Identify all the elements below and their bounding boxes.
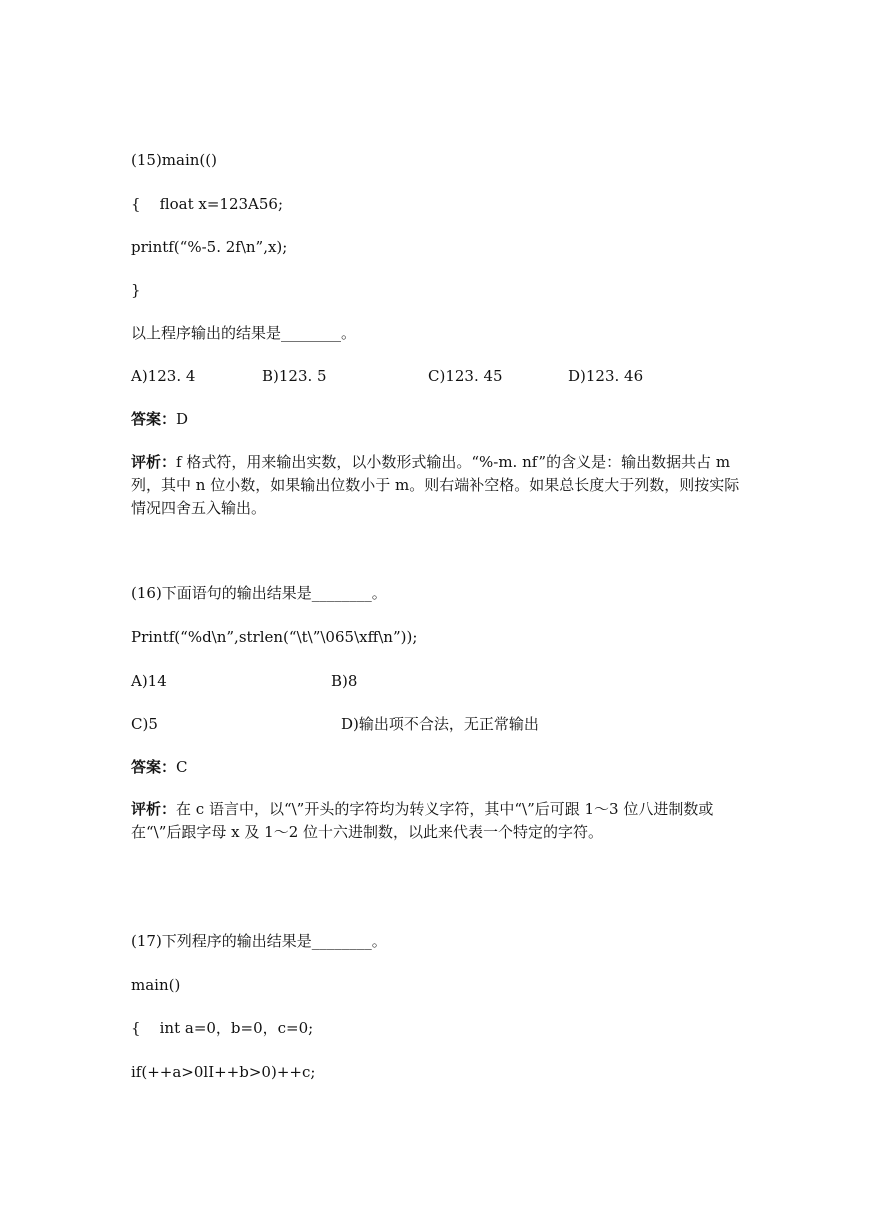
answer-value: C xyxy=(176,758,188,776)
answer-label: 答案： xyxy=(131,410,177,428)
q15-code-line: (15)main(() xyxy=(131,151,217,169)
q17-code-line: if(++a>0lI++b>0)++c; xyxy=(131,1063,316,1081)
analysis-label: 评析： xyxy=(131,453,177,471)
q16-option-d: D)输出项不合法，无正常输出 xyxy=(341,715,539,733)
q15-option-c: C)123. 45 xyxy=(428,367,503,385)
answer-label: 答案： xyxy=(131,758,177,776)
q17-stem: (17)下列程序的输出结果是________。 xyxy=(131,932,387,950)
q15-option-a: A)123. 4 xyxy=(131,367,196,385)
q17-code-line: main() xyxy=(131,976,181,994)
q16-stem: (16)下面语句的输出结果是________。 xyxy=(131,584,387,602)
q17-code-line: { int a=0，b=0，c=0; xyxy=(131,1019,314,1037)
q16-option-b: B)8 xyxy=(331,672,358,690)
answer-value: D xyxy=(176,410,189,428)
analysis-text: f 格式符，用来输出实数，以小数形式输出。“%-m. nf”的含义是：输出数据共占 m 列，其中 n 位小数，如果输出位数小于 m。则右端补空格。如果总长度大于列数，则按实际情况四舍五入输出。 xyxy=(131,453,740,517)
q15-answer xyxy=(131,408,188,430)
q15-analysis xyxy=(131,451,741,520)
q16-option-c: C)5 xyxy=(131,715,158,733)
analysis-label: 评析： xyxy=(131,800,177,818)
q15-option-d: D)123. 46 xyxy=(568,367,644,385)
q15-option-b: B)123. 5 xyxy=(262,367,327,385)
q16-code-line: Printf(“%d\n”,strlen(“\t\”\065\xff\n”)); xyxy=(131,628,418,646)
q16-analysis xyxy=(131,798,741,844)
q16-answer xyxy=(131,756,188,778)
analysis-text: 在 c 语言中，以“\”开头的字符均为转义字符，其中“\”后可跟 1～3 位八进制数或在“\”后跟字母 x 及 1～2 位十六进制数，以此来代表一个特定的字符。 xyxy=(131,800,714,841)
q15-stem: 以上程序输出的结果是________。 xyxy=(131,324,357,342)
q15-code-line: { float x=123A56; xyxy=(131,195,284,213)
q16-option-a: A)14 xyxy=(131,672,167,690)
q15-code-line: } xyxy=(131,281,141,299)
q15-code-line: printf(“%-5. 2f\n”,x); xyxy=(131,238,288,256)
